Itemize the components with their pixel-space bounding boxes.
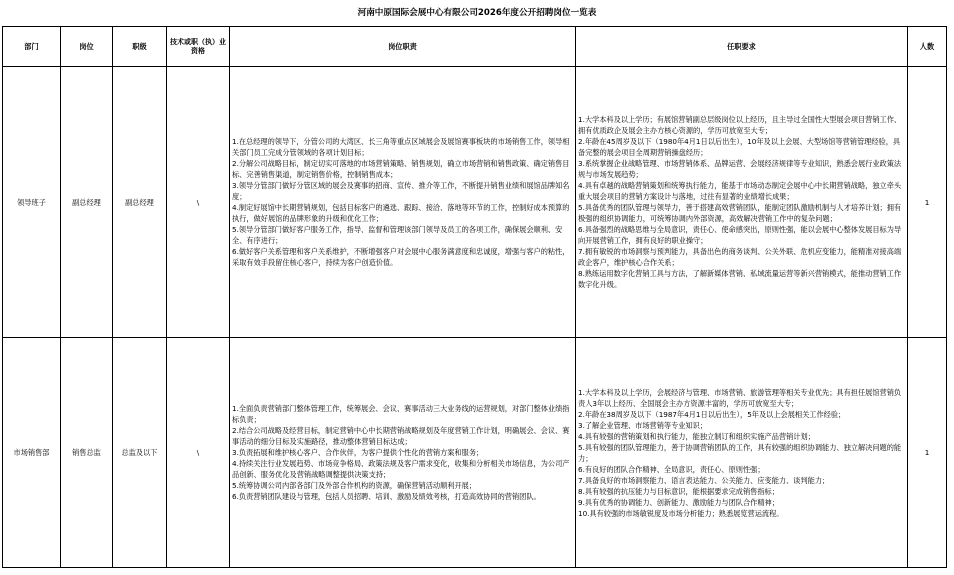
row-dept: 市场销售部 <box>3 338 61 568</box>
row-requirements <box>576 338 908 568</box>
row-level: 副总经理 <box>113 67 167 338</box>
duty-item: 2.分解公司战略目标，制定切实可落地的市场营销策略、销售规划，确立市场营销和销售政策、确定销售目标、完善销售渠道，制定销售价格，控制销售成本； <box>232 159 570 179</box>
requirement-item: 2.年龄在45周岁及以下（1980年4月1日以后出生），10年及以上会展、大型场馆等营销管理经验，具备完整的展会项目全周期营销操盘经历； <box>578 137 901 157</box>
duty-item: 6.做好客户关系管理和客户关系维护，不断增强客户对会展中心服务满意度和忠诚度，增强与客户的粘性，采取有效手段留住核心客户，持续为客户创造价值。 <box>232 247 570 267</box>
header-duties: 岗位职责 <box>230 27 576 67</box>
requirement-item: 8.熟练运用数字化营销工具与方法，了解新媒体营销、私域流量运营等新兴营销模式，能推动营销工作数字化升级。 <box>578 269 902 289</box>
duty-item: 4.制定好展馆中长期营销规划，包括目标客户的遴选、跟踪、接洽、落地等环节的工作，控制好成本预算的执行，做好展馆的品牌形象的升级和优化工作； <box>232 203 570 223</box>
duty-item: 4.持续关注行业发展趋势、市场竞争格局、政策法规及客户需求变化，收集和分析相关市场信息，为公司产品创新、服务优化及营销战略调整提供决策支持； <box>232 459 570 479</box>
row-qualification: \ <box>167 338 230 568</box>
duty-item: 1.在总经理的领导下，分管公司的大湾区、长三角等重点区域展会及展馆赛事板块的市场销售工作，领导相关部门员工完成分管领域的各项计划目标； <box>232 137 570 157</box>
row-level: 总监及以下 <box>113 338 167 568</box>
duty-item: 2.结合公司战略及经营目标，制定营销中心中长期营销战略规划及年度营销工作计划，明确展会、会议、赛事活动的细分目标及实施路径，推动整体营销目标达成； <box>232 426 570 446</box>
duty-item: 5.领导分管部门做好客户服务工作，指导、监督和管理该部门领导及员工的各项工作，确保展会顺利、安全、有序进行； <box>232 225 563 245</box>
row-dept: 领导班子 <box>3 67 61 338</box>
row-duties <box>230 67 576 338</box>
header-dept: 部门 <box>3 27 61 67</box>
requirement-item: 1.大学本科及以上学历；有展馆营销副总层级岗位以上经历，且主导过全国性大型展会项目营销工作、拥有优质政企及展会主办方核心资源的，学历可放宽至大专； <box>578 115 902 135</box>
page-title: 河南中原国际会展中心有限公司2026年度公开招聘岗位一览表 <box>357 8 597 18</box>
requirement-item: 3.了解企业管理、市场营销等专业知识； <box>578 420 708 430</box>
requirement-item: 8.具有较强的抗压能力与目标意识，能根据要求完成销售指标； <box>578 486 779 496</box>
requirement-item: 9.具有优秀的协调能力、创新能力、激励能力与团队合作精神； <box>578 497 779 507</box>
duty-item: 3.负责拓展和维护核心客户、合作伙伴，为客户提供个性化的营销方案和服务； <box>232 448 484 457</box>
requirement-item: 1.大学本科及以上学历，会展经济与管理、市场营销、旅游管理等相关专业优先；具有担任展馆营销负责人3年以上经历、全国展会主办方资源丰富的，学历可放宽至大专； <box>578 387 902 408</box>
row-qualification: \ <box>167 67 230 338</box>
row-position: 副总经理 <box>61 67 113 338</box>
requirement-item: 6.有良好的团队合作精神、全局意识，责任心、原则性强； <box>578 464 765 474</box>
requirement-item: 2.年龄在38周岁及以下（1987年4月1日以后出生），5年及以上会展相关工作经验； <box>578 409 846 419</box>
requirement-item: 4.具有较强的营销策划和执行能力，能独立制订和组织实施产品营销计划； <box>578 431 815 441</box>
table-row <box>3 67 947 338</box>
row-position: 销售总监 <box>61 338 113 568</box>
header-count: 人数 <box>908 27 947 67</box>
table-row <box>3 338 947 568</box>
requirement-item: 10.具有较强的市场敏锐度及市场分析能力；熟悉展览营运流程。 <box>578 508 784 518</box>
requirement-item: 7.拥有敏锐的市场洞察与预判能力，具备出色的商务谈判、公关外联、危机应变能力，能精准对接高端政企客户，维护核心合作关系； <box>578 247 902 267</box>
header-requirements: 任职要求 <box>576 27 908 67</box>
duty-item: 1.全面负责营销部门整体管理工作，统筹展会、会议、赛事活动三大业务线的运营规划，对部门整体业绩指标负责； <box>232 404 570 424</box>
header-position: 岗位 <box>61 27 113 67</box>
recruitment-table <box>2 26 947 568</box>
duty-item: 6.负责营销团队建设与管理，包括人员招聘、培训、激励及绩效考核，打造高效协同的营销团队。 <box>232 492 541 501</box>
header-qualification: 技术或职（执）业资格 <box>167 27 230 67</box>
requirement-item: 6.具备强烈的战略思维与全局意识，责任心、使命感突出，原则性强，能以会展中心整体发展目标为导向开展营销工作，拥有良好的职业操守； <box>578 225 902 245</box>
requirement-item: 3.系统掌握企业战略管理、市场营销体系、品牌运营、会展经济规律等专业知识，熟悉会展行业政策法规与市场发展趋势； <box>578 159 902 179</box>
row-count: 1 <box>908 67 947 338</box>
duty-item: 3.领导分管部门做好分管区域的展会及赛事的招商、宣传、推介等工作，不断提升销售业绩和展馆品牌知名度； <box>232 181 570 201</box>
requirement-item: 7.具备良好的市场洞察能力、语言表达能力、公关能力、应变能力、谈判能力； <box>578 475 830 485</box>
requirement-item: 5.具备优秀的团队管理与领导力，善于搭建高效营销团队，能制定团队激励机制与人才培养计划；拥有极强的组织协调能力，可统筹协调内外部资源，高效解决营销工作中的复杂问题； <box>578 203 902 223</box>
row-requirements <box>576 67 908 338</box>
table-header-row <box>3 27 947 67</box>
header-level: 职级 <box>113 27 167 67</box>
row-count: 1 <box>908 338 947 568</box>
row-duties <box>230 338 576 568</box>
requirement-item: 4.具有卓越的战略营销策划和统筹执行能力，能基于市场动态制定会展中心中长期营销战略，独立牵头重大展会项目的营销方案设计与落地，过往有显著的业绩增长成果； <box>578 181 902 201</box>
requirement-item: 5.具有较强的团队管理能力，善于协调营销团队的工作，具有较强的组织协调能力、独立解决问题的能力； <box>578 442 902 463</box>
duty-item: 5.统筹协调公司内部各部门及外部合作机构的资源，确保营销活动顺利开展； <box>232 481 477 490</box>
